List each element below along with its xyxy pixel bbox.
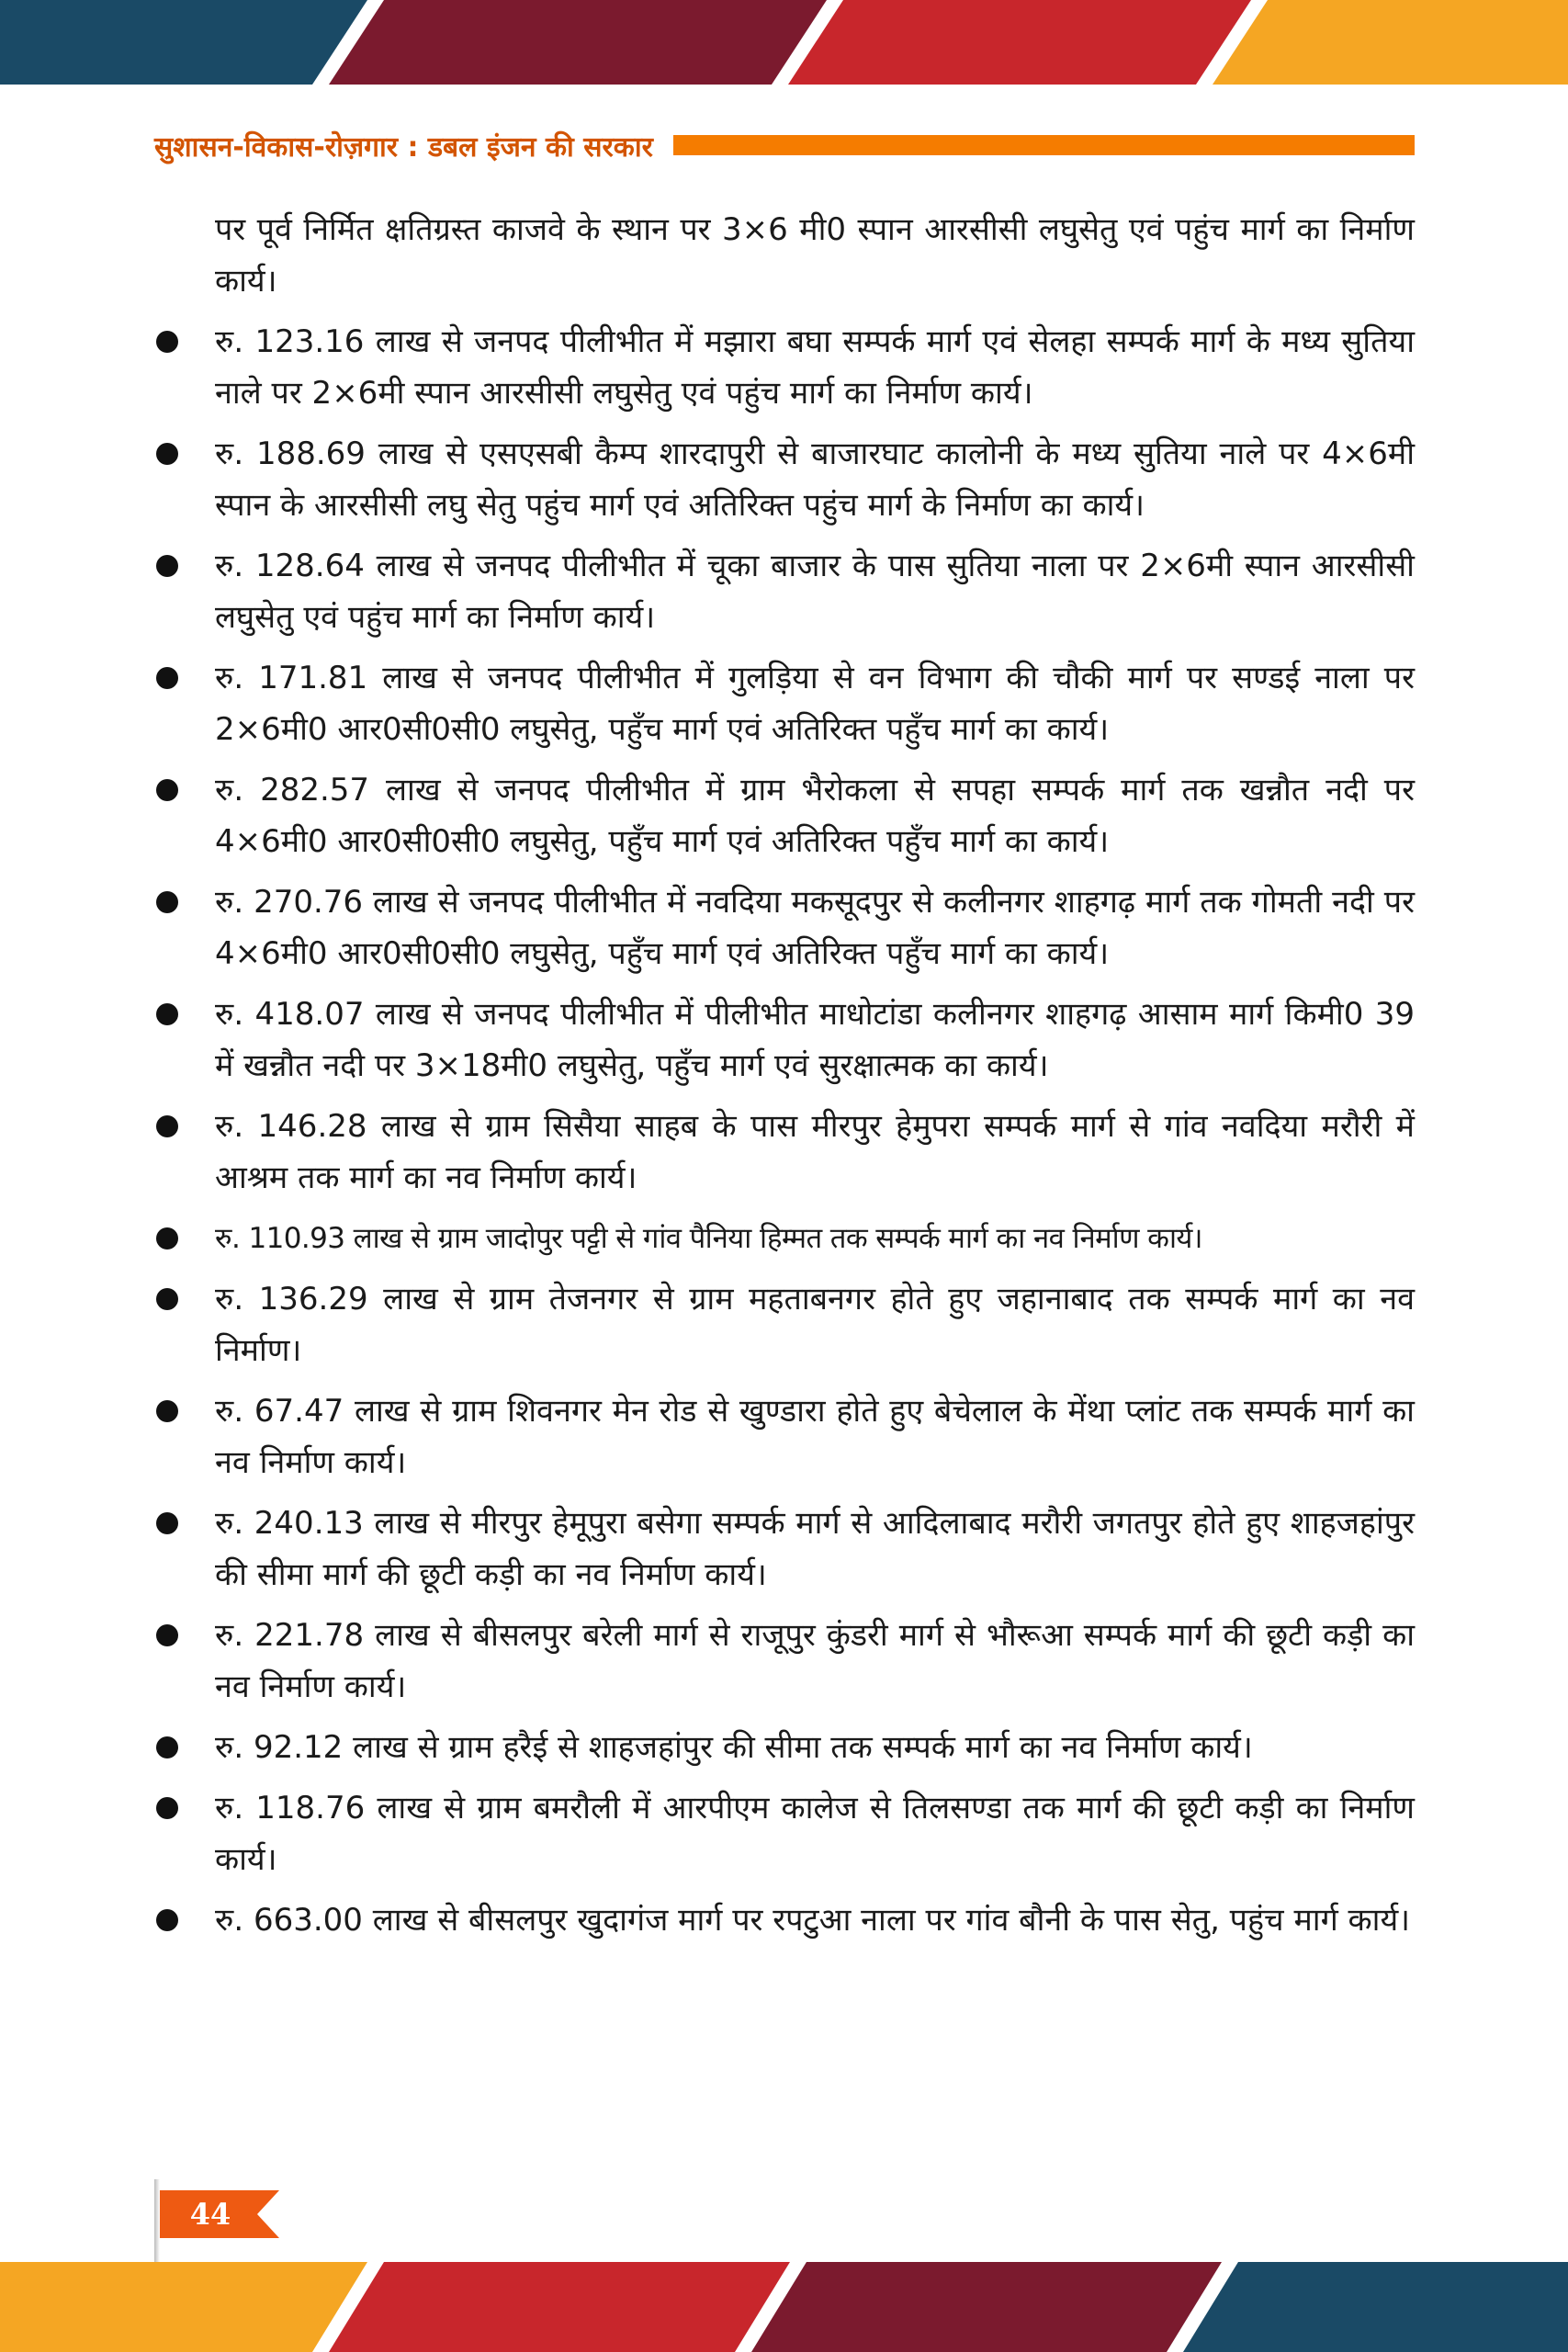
list-item-text: रु. 67.47 लाख से ग्राम शिवनगर मेन रोड से खुण्डारा होते हुए बेचेलाल के मेंथा प्लांट तक सम्पर्क मार्ग का नव निर्माण कार्य। [215,1393,1415,1481]
list-item-text: रु. 110.93 लाख से ग्राम जादोपुर पट्टी से गांव पैनिया हिम्मत तक सम्पर्क मार्ग का नव निर्माण कार्य। [215,1222,1202,1255]
list-item-text: रु. 136.29 लाख से ग्राम तेजनगर से ग्राम महताबनगर होते हुए जहानाबाद तक सम्पर्क मार्ग का नव निर्माण। [215,1281,1415,1369]
list-item [154,1273,1415,1376]
bullet-icon [156,1736,178,1758]
list-item-text: रु. 663.00 लाख से बीसलपुर खुदागंज मार्ग पर रपटुआ नाला पर गांव बौनी के पास सेतु, पहुंच मार्ग कार्य। [215,1902,1411,1939]
list-item [154,316,1415,419]
content-list [154,204,1415,1955]
list-item-text: रु. 123.16 लाख से जनपद पीलीभीत में मझारा बघा सम्पर्क मार्ग एवं सेलहा सम्पर्क मार्ग के मध्य सुतिया नाले पर 2×6मी स्पान आरसीसी लघुसेतु एवं पहुंच मार्ग का निर्माण कार्य। [215,323,1415,412]
list-item [154,1385,1415,1488]
header-rule [673,135,1415,155]
bullet-icon [156,1624,178,1646]
list-item [154,1894,1415,1946]
bullet-icon [156,1512,178,1534]
continued-paragraph [154,204,1415,307]
bullet-icon [156,443,178,465]
list-item-text: रु. 118.76 लाख से ग्राम बमरौली में आरपीएम कालेज से तिलसण्डा तक मार्ग की छूटी कड़ी का निर्माण कार्य। [215,1790,1415,1878]
list-item [154,876,1415,979]
list-item [154,652,1415,755]
list-item-text: रु. 171.81 लाख से जनपद पीलीभीत में गुलड़िया से वन विभाग की चौकी मार्ग पर सण्डई नाला पर 2×6मी0 आर0सी0सी0 लघुसेतु, पहुँच मार्ग एवं अतिरिक्त पहुँच मार्ग का कार्य। [215,660,1415,748]
list-item [154,1722,1415,1773]
bullet-icon [156,555,178,577]
list-item [154,540,1415,643]
top-decorative-band [0,0,1568,85]
list-item-text: रु. 188.69 लाख से एसएसबी कैम्प शारदापुरी से बाजारघाट कालोनी के मध्य सुतिया नाले पर 4×6मी स्पान के आरसीसी लघु सेतु पहुंच मार्ग एवं अतिरिक्त पहुंच मार्ग के निर्माण का कार्य। [215,435,1415,524]
list-item-text: रु. 92.12 लाख से ग्राम हरैई से शाहजहांपुर की सीमा तक सम्पर्क मार्ग का नव निर्माण कार्य। [215,1729,1253,1766]
list-item-text: पर पूर्व निर्मित क्षतिग्रस्त काजवे के स्थान पर 3×6 मी0 स्पान आरसीसी लघुसेतु एवं पहुंच मार्ग का निर्माण कार्य। [215,211,1415,300]
list-item-text: रु. 240.13 लाख से मीरपुर हेमूपुरा बसेगा सम्पर्क मार्ग से आदिलाबाद मरौरी जगतपुर होते हुए शाहजहांपुर की सीमा मार्ग की छूटी कड़ी का नव निर्माण कार्य। [215,1505,1415,1593]
bullet-icon [156,1400,178,1422]
header-title: सुशासन-विकास-रोज़गार : डबल इंजन की सरकार [154,130,653,164]
list-item [154,428,1415,531]
bullet-icon [156,891,178,913]
bullet-icon [156,779,178,801]
list-item [154,1610,1415,1713]
list-item [154,1213,1415,1264]
bullet-icon [156,331,178,353]
list-item-text: रु. 146.28 लाख से ग्राम सिसैया साहब के पास मीरपुर हेमुपरा सम्पर्क मार्ग से गांव नवदिया मरौरी में आश्रम तक मार्ग का नव निर्माण कार्य। [215,1108,1415,1196]
page-number: 44 [189,2197,231,2232]
bullet-icon [156,1909,178,1931]
bottom-decorative-band [0,2262,1568,2352]
list-item-text: रु. 418.07 लाख से जनपद पीलीभीत में पीलीभीत माधोटांडा कलीनगर शाहगढ़ आसाम मार्ग किमी0 39 में खन्नौत नदी पर 3×18मी0 लघुसेतु, पहुँच मार्ग एवं सुरक्षात्मक का कार्य। [215,996,1415,1084]
list-item [154,1498,1415,1600]
list-item [154,764,1415,867]
bullet-icon [156,1288,178,1310]
list-item-text: रु. 221.78 लाख से बीसलपुर बरेली मार्ग से राजूपुर कुंडरी मार्ग से भौरूआ सम्पर्क मार्ग की छूटी कड़ी का नव निर्माण कार्य। [215,1617,1415,1705]
list-item [154,1101,1415,1204]
list-item-text: रु. 282.57 लाख से जनपद पीलीभीत में ग्राम भैरोकला से सपहा सम्पर्क मार्ग तक खन्नौत नदी पर 4×6मी0 आर0सी0सी0 लघुसेतु, पहुँच मार्ग एवं अतिरिक्त पहुँच मार्ग का कार्य। [215,772,1415,860]
bullet-icon [156,1797,178,1819]
page-header [154,125,1415,165]
list-item [154,1782,1415,1885]
bullet-icon [156,1003,178,1025]
list-item [154,989,1415,1091]
bullet-icon [156,1227,178,1250]
list-item-text: रु. 128.64 लाख से जनपद पीलीभीत में चूका बाजार के पास सुतिया नाला पर 2×6मी स्पान आरसीसी लघुसेतु एवं पहुंच मार्ग का निर्माण कार्य। [215,548,1415,636]
list-item-text: रु. 270.76 लाख से जनपद पीलीभीत में नवदिया मकसूदपुर से कलीनगर शाहगढ़ मार्ग तक गोमती नदी पर 4×6मी0 आर0सी0सी0 लघुसेतु, पहुँच मार्ग एवं अतिरिक्त पहुँच मार्ग का कार्य। [215,884,1415,972]
bullet-icon [156,667,178,689]
bullet-icon [156,1115,178,1137]
